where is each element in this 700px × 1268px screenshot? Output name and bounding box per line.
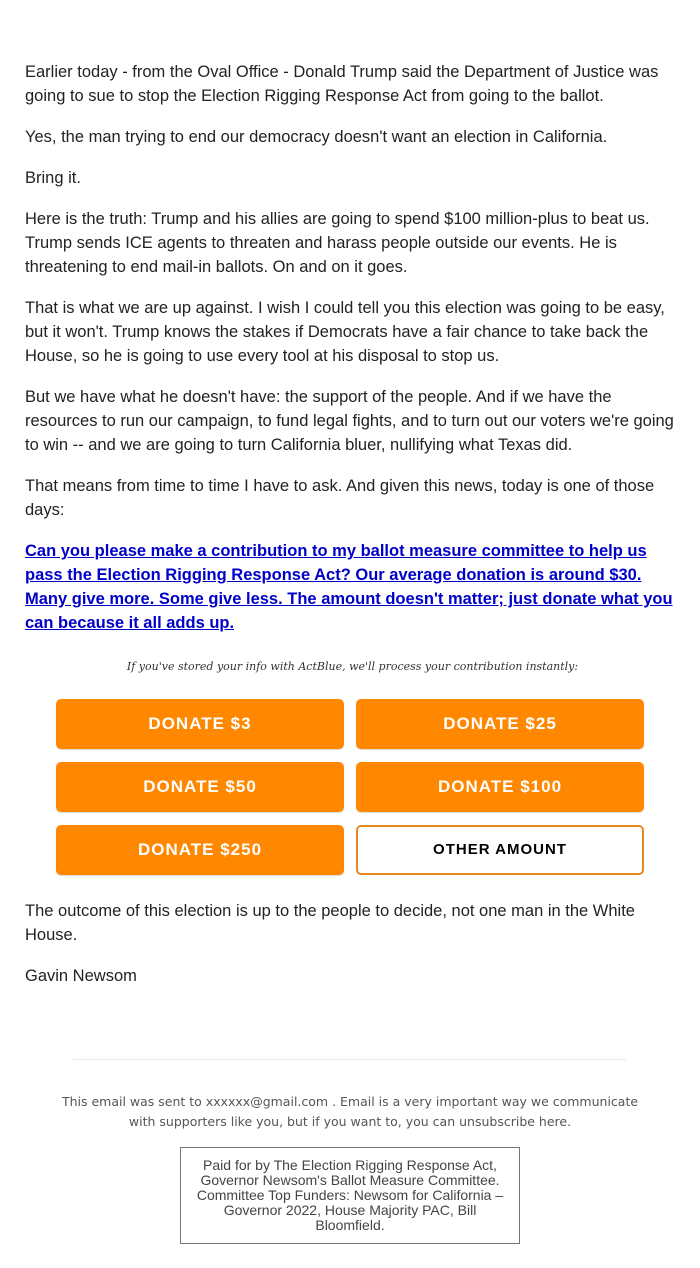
recipient-email: xxxxxx@gmail.com [205,1094,329,1109]
donate-25-button[interactable]: DONATE $25 [356,699,644,749]
paragraph: Bring it. [25,169,81,187]
paragraph: That means from time to time I have to ask. And given this news, today is one of those days: [25,477,655,519]
contribution-link[interactable]: Can you please make a contribution to my ballot measure committee to help us pass the Election Rigging Response Act? Our average donation is around $30. Many give more. Some give less. The amount doesn't matter; just donate what you can because it all adds up. [25,542,673,632]
paragraph: Yes, the man trying to end our democracy doesn't want an election in California. [25,128,608,146]
signature: Gavin Newsom [25,967,137,985]
sent-to-prefix: This email was sent to [61,1094,202,1109]
donate-button-grid [56,699,680,875]
donate-50-button[interactable]: DONATE $50 [56,762,344,812]
donate-3-button[interactable]: DONATE $3 [56,699,344,749]
paragraph: Earlier today - from the Oval Office - Donald Trump said the Department of Justice was going to sue to stop the Election Rigging Response Act from going to the ballot. [25,63,659,105]
footer-notice [60,1092,640,1132]
other-amount-button[interactable]: OTHER AMOUNT [356,825,644,875]
email-body [25,60,680,1005]
paid-for-disclaimer: Paid for by The Election Rigging Response Act, Governor Newsom's Ballot Measure Committee. Committee Top Funders: Newsom for California – Governor 2022, House Majority PAC, Bill Bloomfield. [180,1147,520,1244]
footer-divider [73,1059,626,1060]
paragraph: That is what we are up against. I wish I could tell you this election was going to be easy, but it won't. Trump knows the stakes if Democrats have a fair chance to take back the House, so he is going to use every tool at his disposal to stop us. [25,299,665,365]
closing-paragraph: The outcome of this election is up to the people to decide, not one man in the White House. [25,902,635,944]
donate-100-button[interactable]: DONATE $100 [356,762,644,812]
sent-to-suffix[interactable]: . Email is a very important way we communicate with supporters like you, but if you want to, you can unsubscribe here. [128,1094,639,1129]
paragraph: But we have what he doesn't have: the support of the people. And if we have the resources to run our campaign, to fund legal fights, and to turn out our voters we're going to win -- and we are going to turn California bluer, nullifying what Texas did. [25,388,674,454]
actblue-note: If you've stored your info with ActBlue, we'll process your contribution instantly: [126,660,579,673]
donate-250-button[interactable]: DONATE $250 [56,825,344,875]
paragraph: Here is the truth: Trump and his allies are going to spend $100 million-plus to beat us. Trump sends ICE agents to threaten and harass people outside our events. He is threatening to end mail-in ballots. On and on it goes. [25,210,650,276]
